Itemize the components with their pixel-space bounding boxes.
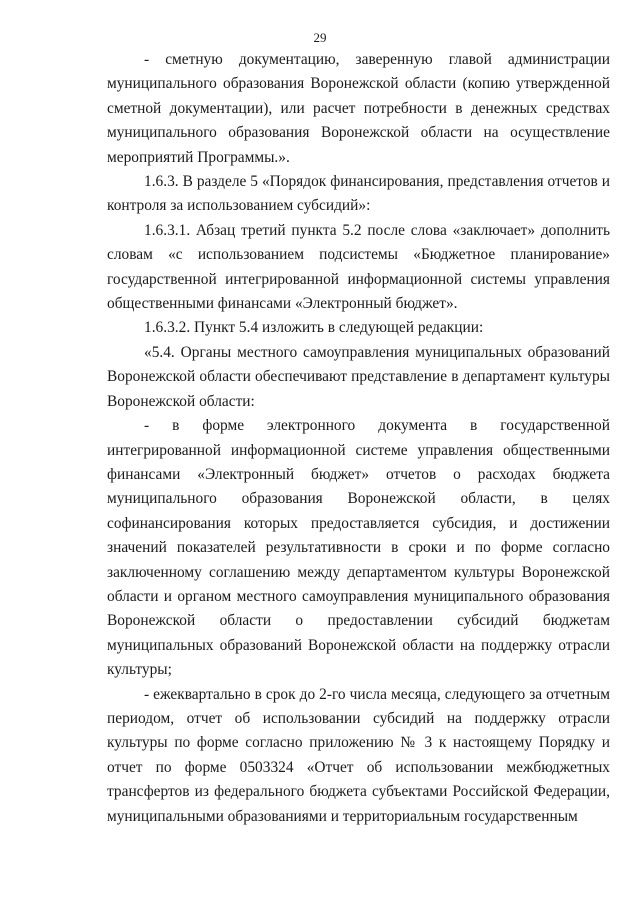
paragraph: 1.6.3. В разделе 5 «Порядок финансирования, представления отчетов и контроля за использованием субсидий»: [107,173,610,215]
paragraph: «5.4. Органы местного самоуправления муниципальных образований Воронежской области обеспечивают представление в департамент культуры Воронежской области: [107,343,610,410]
paragraph: 1.6.3.1. Абзац третий пункта 5.2 после слова «заключает» дополнить словам «с использованием подсистемы «Бюджетное планирование» государственной интегрированной информационной системы управления общественными финансами «Электронный бюджет». [107,221,610,313]
paragraph: 1.6.3.2. Пункт 5.4 изложить в следующей редакции: [144,319,484,337]
paragraph: - сметную документацию, заверенную главой администрации муниципального образования Воронежской области (копию утвержденной сметной документации), или расчет потребности в денежных средствах муниципального образования Воронежской области на осуществление мероприятий Программы.». [107,51,610,166]
page-number: 29 [313,30,327,45]
paragraph: - ежеквартально в срок до 2-го числа месяца, следующего за отчетным периодом, отчет об использовании субсидий на поддержку отрасли культуры по форме согласно приложению № 3 к настоящему Порядку и отчет по форме 0503324 «Отчет об использовании межбюджетных трансфертов из федерального бюджета субъектами Российской Федерации, муниципальными образованиями и территориальным государственным [107,685,610,825]
document-body [107,48,610,829]
paragraph: - в форме электронного документа в государственной интегрированной информационной системе управления общественными финансами «Электронный бюджет» отчетов о расходах бюджета муниципального образования Воронежской области, в целях софинансирования которых предоставляется субсидия, и достижении значений показателей результативности в сроки и по форме согласно заключенному соглашению между департаментом культуры Воронежской области и органом местного самоуправления муниципального образования Воронежской области о предоставлении субсидий бюджетам муниципальных образований Воронежской области на поддержку отрасли культуры; [107,417,610,679]
